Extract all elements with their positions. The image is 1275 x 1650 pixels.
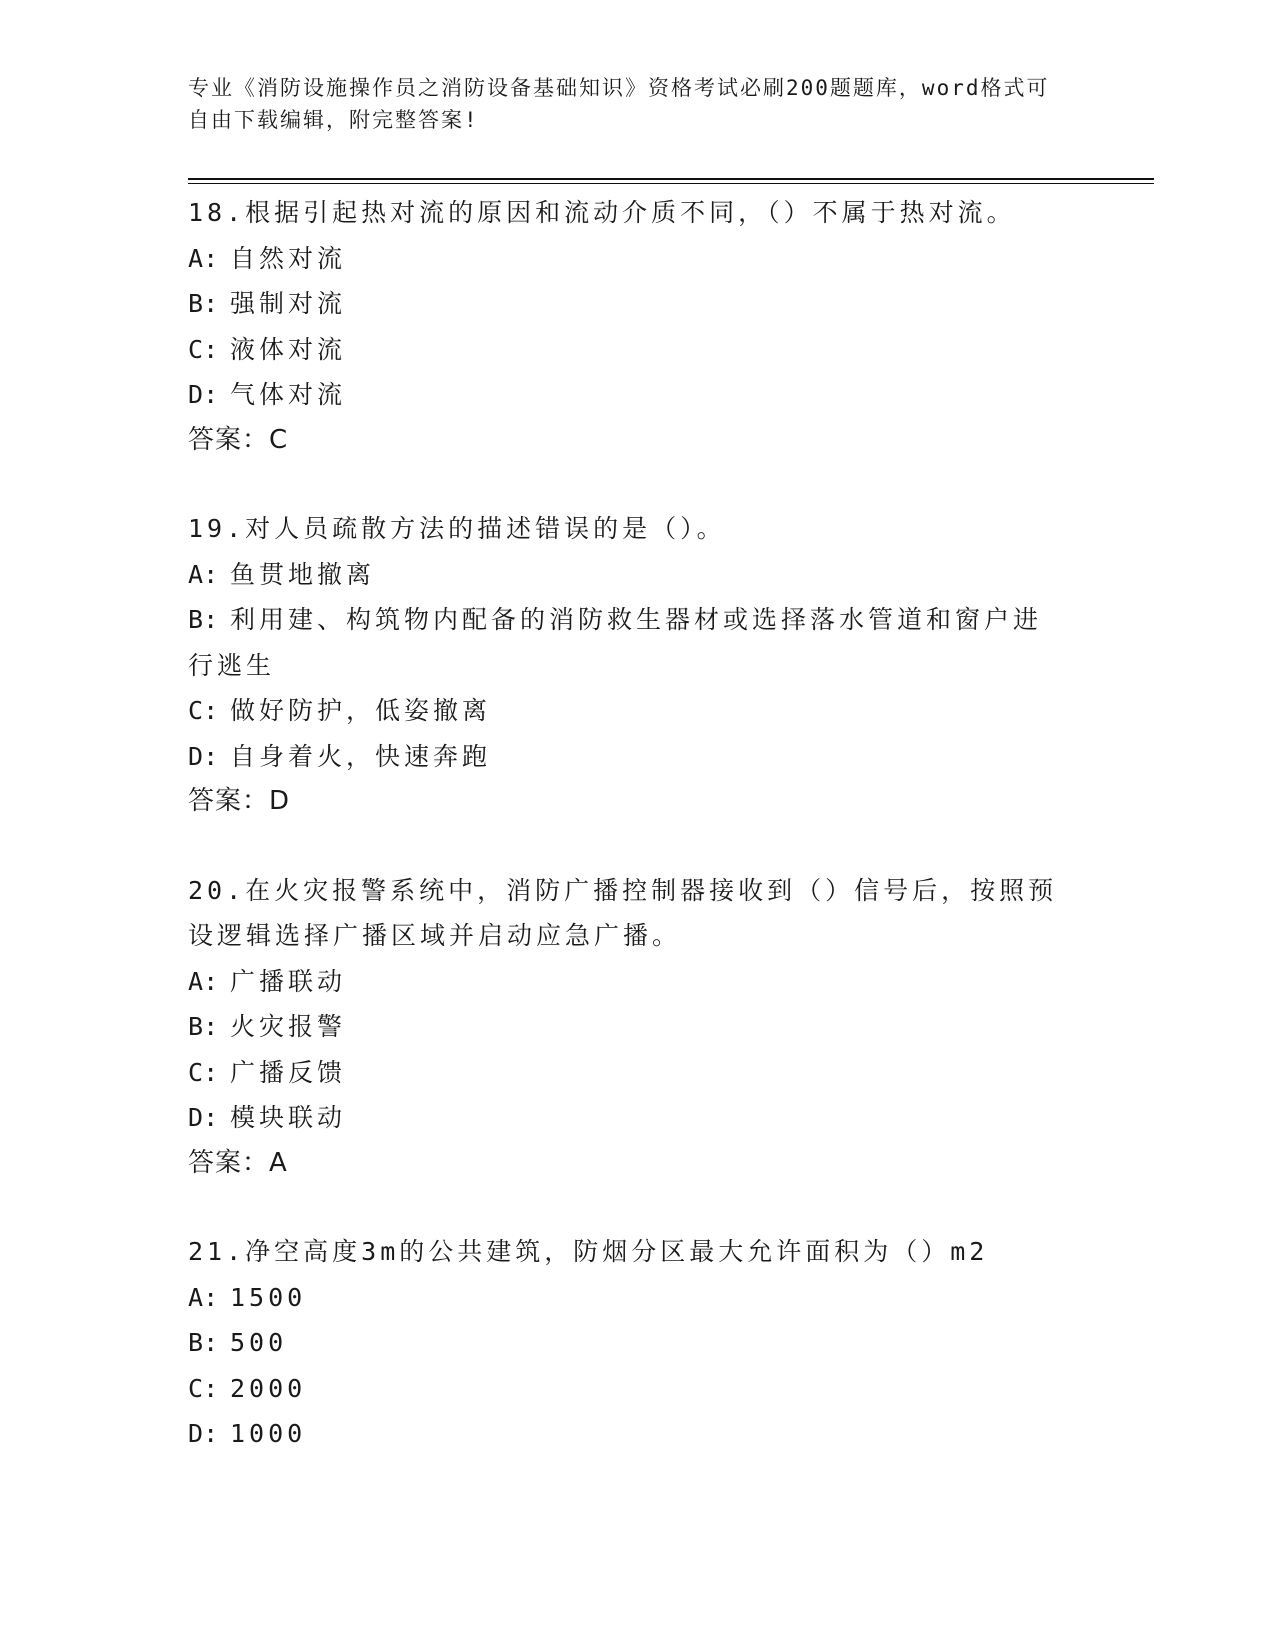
option-key: D : — [188, 1095, 230, 1141]
option-text: 自然对流 — [230, 243, 347, 273]
header-divider-thin — [188, 183, 1154, 184]
option-a — [188, 959, 1088, 1005]
header-divider-thick — [188, 178, 1154, 180]
option-key: C : — [188, 1050, 230, 1096]
option-d — [188, 734, 1088, 780]
option-key: C : — [188, 327, 230, 373]
option-text: 2000 — [230, 1373, 307, 1403]
option-key: A : — [188, 959, 230, 1005]
option-text: 模块联动 — [230, 1103, 347, 1132]
option-text: 火灾报警 — [230, 1012, 347, 1041]
question-text: 21.净空高度3m的公共建筑，防烟分区最大允许面积为（）m2 — [188, 1237, 989, 1266]
option-a — [188, 1275, 1088, 1321]
option-key: D : — [188, 372, 230, 418]
answer-text: 答案：C — [188, 424, 289, 455]
option-a — [188, 552, 1088, 598]
option-text: 广播联动 — [230, 966, 347, 996]
option-key: D : — [188, 1411, 230, 1457]
option-text: 强制对流 — [230, 289, 347, 318]
question-list — [188, 190, 1088, 1500]
option-b — [188, 281, 1088, 327]
option-text: 1500 — [230, 1282, 307, 1312]
document-intro: 专业《消防设施操作员之消防设备基础知识》资格考试必刷200题题库，word格式可自由下载编辑，附完整答案! — [188, 76, 1050, 132]
option-text: 利用建、构筑物内配备的消防救生器材或选择落水管道和窗户进行逃生 — [188, 605, 1043, 680]
option-b — [188, 1004, 1088, 1050]
option-key: B : — [188, 1320, 230, 1366]
question-text: 20.在火灾报警系统中，消防广播控制器接收到（）信号后，按照预设逻辑选择广播区域并启动应急广播。 — [188, 875, 1058, 950]
option-key: A : — [188, 1275, 230, 1321]
option-text: 鱼贯地撤离 — [230, 559, 376, 589]
option-a — [188, 236, 1088, 282]
option-text: 500 — [230, 1328, 288, 1357]
option-d — [188, 1095, 1088, 1141]
option-d — [188, 1411, 1088, 1457]
option-key: A : — [188, 236, 230, 282]
option-key: C : — [188, 688, 230, 734]
question-21 — [188, 1229, 1088, 1457]
answer-text: 答案：A — [188, 1147, 288, 1178]
option-c — [188, 327, 1088, 373]
option-text: 广播反馈 — [230, 1057, 347, 1087]
question-text: 19.对人员疏散方法的描述错误的是（）。 — [188, 514, 726, 543]
option-c — [188, 688, 1088, 734]
option-b — [188, 1320, 1088, 1366]
option-key: B : — [188, 1004, 230, 1050]
question-20 — [188, 868, 1088, 1187]
question-19 — [188, 506, 1088, 825]
option-key: C : — [188, 1366, 230, 1412]
option-d — [188, 372, 1088, 418]
option-key: A : — [188, 552, 230, 598]
option-key: D : — [188, 734, 230, 780]
option-key: B : — [188, 597, 230, 643]
option-c — [188, 1366, 1088, 1412]
option-text: 自身着火，快速奔跑 — [230, 741, 492, 771]
option-key: B : — [188, 281, 230, 327]
option-text: 1000 — [230, 1419, 307, 1448]
answer-text: 答案：D — [188, 786, 291, 816]
option-text: 做好防护，低姿撤离 — [230, 696, 492, 725]
question-18 — [188, 190, 1088, 463]
option-c — [188, 1050, 1088, 1096]
option-text: 液体对流 — [230, 334, 347, 364]
question-text: 18.根据引起热对流的原因和流动介质不同，（）不属于热对流。 — [188, 198, 1016, 227]
option-text: 气体对流 — [230, 380, 347, 409]
option-b — [188, 597, 1068, 688]
